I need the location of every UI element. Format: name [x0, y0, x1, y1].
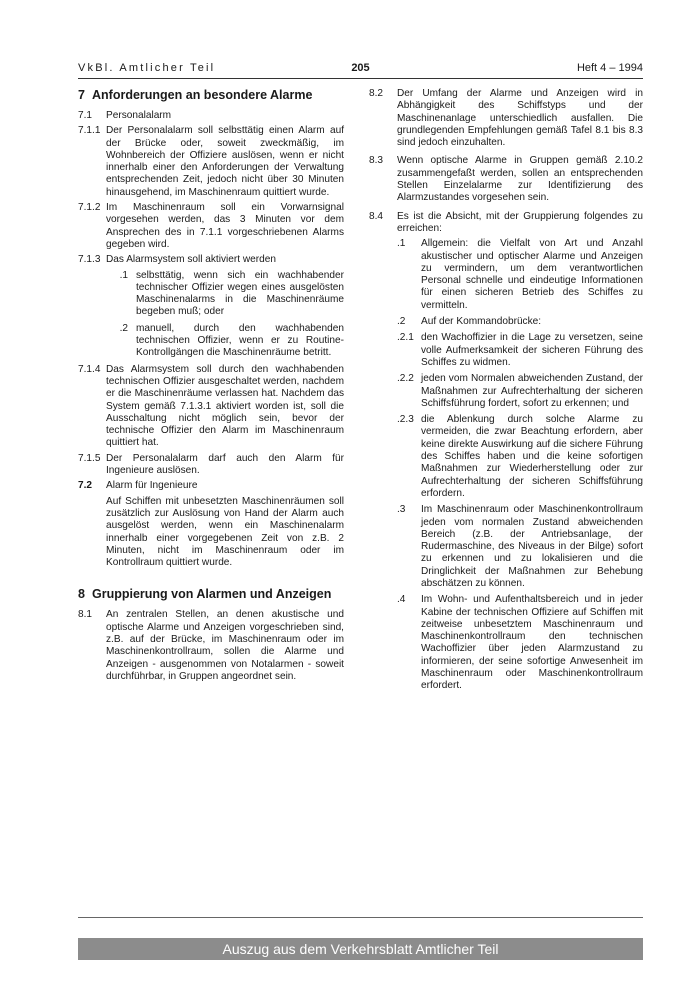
- page-header: [78, 62, 643, 79]
- list-item: [397, 414, 643, 500]
- list-item: [397, 594, 643, 692]
- list-item: [397, 316, 643, 328]
- clause-8-4: [369, 211, 643, 236]
- clause-7-1-3-list: [78, 270, 344, 360]
- list-item-number: .2.1: [397, 332, 414, 344]
- clause-text: An zentralen Stellen, an denen akustische und optische Alarme und Anzeigen vorgeschrieben sind, z.B. auf der Brücke, im Maschinenraum oder im Maschinenkontrollraum, sollen die Alarme und Anzeigen - ausgenommen von Notalarmen - soweit durchführbar, in Gruppen angeordnet sein.: [106, 609, 344, 682]
- clause-text: Alarm für Ingenieure: [106, 480, 198, 492]
- list-item: [397, 373, 643, 410]
- list-item-number: .2: [119, 322, 128, 334]
- clause-number: 7.2: [78, 480, 93, 492]
- clause-number: 8.1: [78, 609, 93, 621]
- clause-number: 7.1.1: [78, 125, 101, 137]
- clause-text: Das Alarmsystem soll durch den wachhabenden technischen Offizier ausgeschaltet werden, nachdem er die Maschinenräume verlassen hat. Nachdem das System gemäß 7.1.3.1 aktiviert worden ist, soll die Ausschaltung nicht möglich sein, bevor der technische Offizier den Alarm im Maschinenraum quittiert hat.: [106, 363, 344, 449]
- clause-7-1-5: [78, 453, 344, 478]
- list-item: [106, 270, 344, 319]
- list-item-text: selbsttätig, wenn sich ein wachhabender technischer Offizier wegen eines ausgelösten Maschinenalarms in die Maschinenräume begeben muß; oder: [136, 269, 344, 318]
- footer-banner: Auszug aus dem Verkehrsblatt Amtlicher Teil: [78, 938, 643, 960]
- list-item-text: Im Maschinenraum oder Maschinenkontrollraum jeden vom normalen Zustand abweichenden Bereich (z.B. der Antriebsanlage, der Rudermaschine, des Niveaus in der Bilge) sofort zu erkennen und zu lokalisieren und die Dringlichkeit der Maßnahmen zur Behebung abschätzen zu können.: [421, 504, 643, 589]
- clause-8-4-list: [369, 238, 643, 692]
- clause-7-1-2: [78, 202, 344, 251]
- footer-divider: [78, 917, 643, 918]
- section-number: 7: [78, 88, 85, 102]
- list-item-number: .3: [397, 504, 406, 516]
- clause-text: Der Umfang der Alarme und Anzeigen wird in Abhängigkeit des Schiffstyps und der Maschinenanlage unterschiedlich ausfallen. Die grundlegenden Empfehlungen gemäß Tafel 8.1 bis 8.3 sind jedoch einzuhalten.: [397, 88, 643, 149]
- list-item-text: die Ablenkung durch solche Alarme zu vermeiden, die zwar Beachtung erfordern, aber keine direkte Auswirkung auf die sichere Führung des Schiffes haben und die keine sofortigen Maßnahmen zur Wiederherstellung oder zur Aufrechterhaltung der sicheren Schiffsführung erfordern.: [421, 414, 643, 499]
- clause-text: Wenn optische Alarme in Gruppen gemäß 2.10.2 zusammengefaßt werden, sollen an entsprechenden Stellen Einzelalarme zur Identifizierung des Alarmzustandes vorgesehen sein.: [397, 155, 643, 204]
- section-title: Gruppierung von Alarmen und Anzeigen: [92, 587, 332, 602]
- list-item: [106, 323, 344, 360]
- clause-text: Im Maschinenraum soll ein Vorwarnsignal vorgesehen werden, das 3 Minuten vor dem Ansprechen des in 7.1.1 vorgeschriebenen Alarms gegeben wird.: [106, 202, 344, 250]
- clause-number: 7.1: [78, 110, 93, 121]
- list-item-number: .1: [119, 269, 128, 281]
- clause-7-2-paragraph: Auf Schiffen mit unbesetzten Maschinenräumen soll zusätzlich zur Auslösung von Hand der Alarm auch ausgelöst werden, wenn ein Maschinenalarm innerhalb einer vorgegebenen Zeit von z.B. 2 Minuten, nicht im Maschinenraum oder im Kontrollraum quittiert wurde.: [106, 495, 344, 569]
- list-item: [397, 238, 643, 312]
- list-item-number: .4: [397, 594, 406, 606]
- list-item: [397, 504, 643, 590]
- list-item-number: .1: [397, 238, 406, 250]
- list-item-text: jeden vom Normalen abweichenden Zustand, der Maßnahmen zur Aufrechterhaltung der sicheren Schiffsführung fordert, sofort zu erkennen; und: [421, 373, 643, 409]
- list-item-text: manuell, durch den wachhabenden technischen Offizier, wenn er zu Routine-Kontrollgängen die Maschinenräume betritt.: [136, 322, 344, 359]
- clause-8-3: [369, 155, 643, 204]
- clause-number: 7.1.5: [78, 452, 101, 464]
- clause-text: Der Personalalarm darf auch den Alarm für Ingenieure auslösen.: [106, 452, 344, 477]
- left-column: [78, 88, 344, 686]
- clause-7-1-4: [78, 364, 344, 450]
- list-item-number: .2.3: [397, 414, 414, 426]
- clause-7-1-1: [78, 125, 344, 199]
- list-item-text: Im Wohn- und Aufenthaltsbereich und in jeder Kabine der technischen Offiziere auf Schiffen mit zeitweise unbesetztem Maschinenraum und Maschinenkontrollraum den technischen Wachoffizier über jeden Alarmzustand zu informieren, der seine sofortige Anwesenheit im Maschinenraum oder Maschinenkontrollraum erfordert.: [421, 594, 643, 692]
- page-number: 205: [351, 62, 370, 74]
- clause-number: 8.2: [369, 88, 384, 99]
- journal-name: VkBl. Amtlicher Teil: [78, 62, 216, 74]
- list-item-number: .2: [397, 316, 406, 328]
- clause-text: Das Alarmsystem soll aktiviert werden: [106, 254, 276, 266]
- clause-8-1: [78, 609, 344, 683]
- clause-7-1: [78, 110, 344, 122]
- list-item-text: den Wachoffizier in die Lage zu versetzen, seine volle Aufmerksamkeit der sicheren Führung des Schiffes zu widmen.: [421, 332, 643, 368]
- issue-label: Heft 4 – 1994: [576, 62, 643, 74]
- clause-number: 8.3: [369, 155, 384, 167]
- right-column: [369, 88, 643, 697]
- clause-number: 7.1.2: [78, 202, 101, 214]
- clause-number: 7.1.3: [78, 254, 101, 266]
- clause-7-2: [78, 480, 344, 492]
- clause-number: 7.1.4: [78, 363, 101, 375]
- section-number: 8: [78, 587, 85, 602]
- section-7-heading: [78, 88, 344, 103]
- clause-number: 8.4: [369, 210, 384, 222]
- list-item-text: Auf der Kommandobrücke:: [421, 316, 542, 328]
- section-title: Anforderungen an besondere Alarme: [92, 88, 313, 102]
- clause-text: Der Personalalarm soll selbsttätig einen Alarm auf der Brücke oder, soweit zweckmäßig, im Wohnbereich der Offiziere auslösen, wenn er nicht innerhalb einer den Anforderungen der Verwaltung entsprechenden Zeit, jedoch nicht über 30 Minuten hinausgehend, im Maschinenraum quittiert wurde.: [106, 125, 344, 198]
- clause-text: Es ist die Absicht, mit der Gruppierung folgendes zu erreichen:: [397, 210, 643, 234]
- section-8-heading: [78, 587, 344, 602]
- list-item: [397, 332, 643, 369]
- clause-text: Personalalarm: [106, 110, 172, 121]
- list-item-text: Allgemein: die Vielfalt von Art und Anzahl akustischer und optischer Alarme und Anzeigen zu vermindern, um dem verantwortlichen Personal schnelle und eindeutige Informationen für einen sicheren Betrieb des Schiffes zu vermitteln.: [421, 238, 643, 311]
- clause-8-2: [369, 88, 643, 149]
- clause-7-1-3: [78, 254, 344, 266]
- list-item-number: .2.2: [397, 373, 414, 385]
